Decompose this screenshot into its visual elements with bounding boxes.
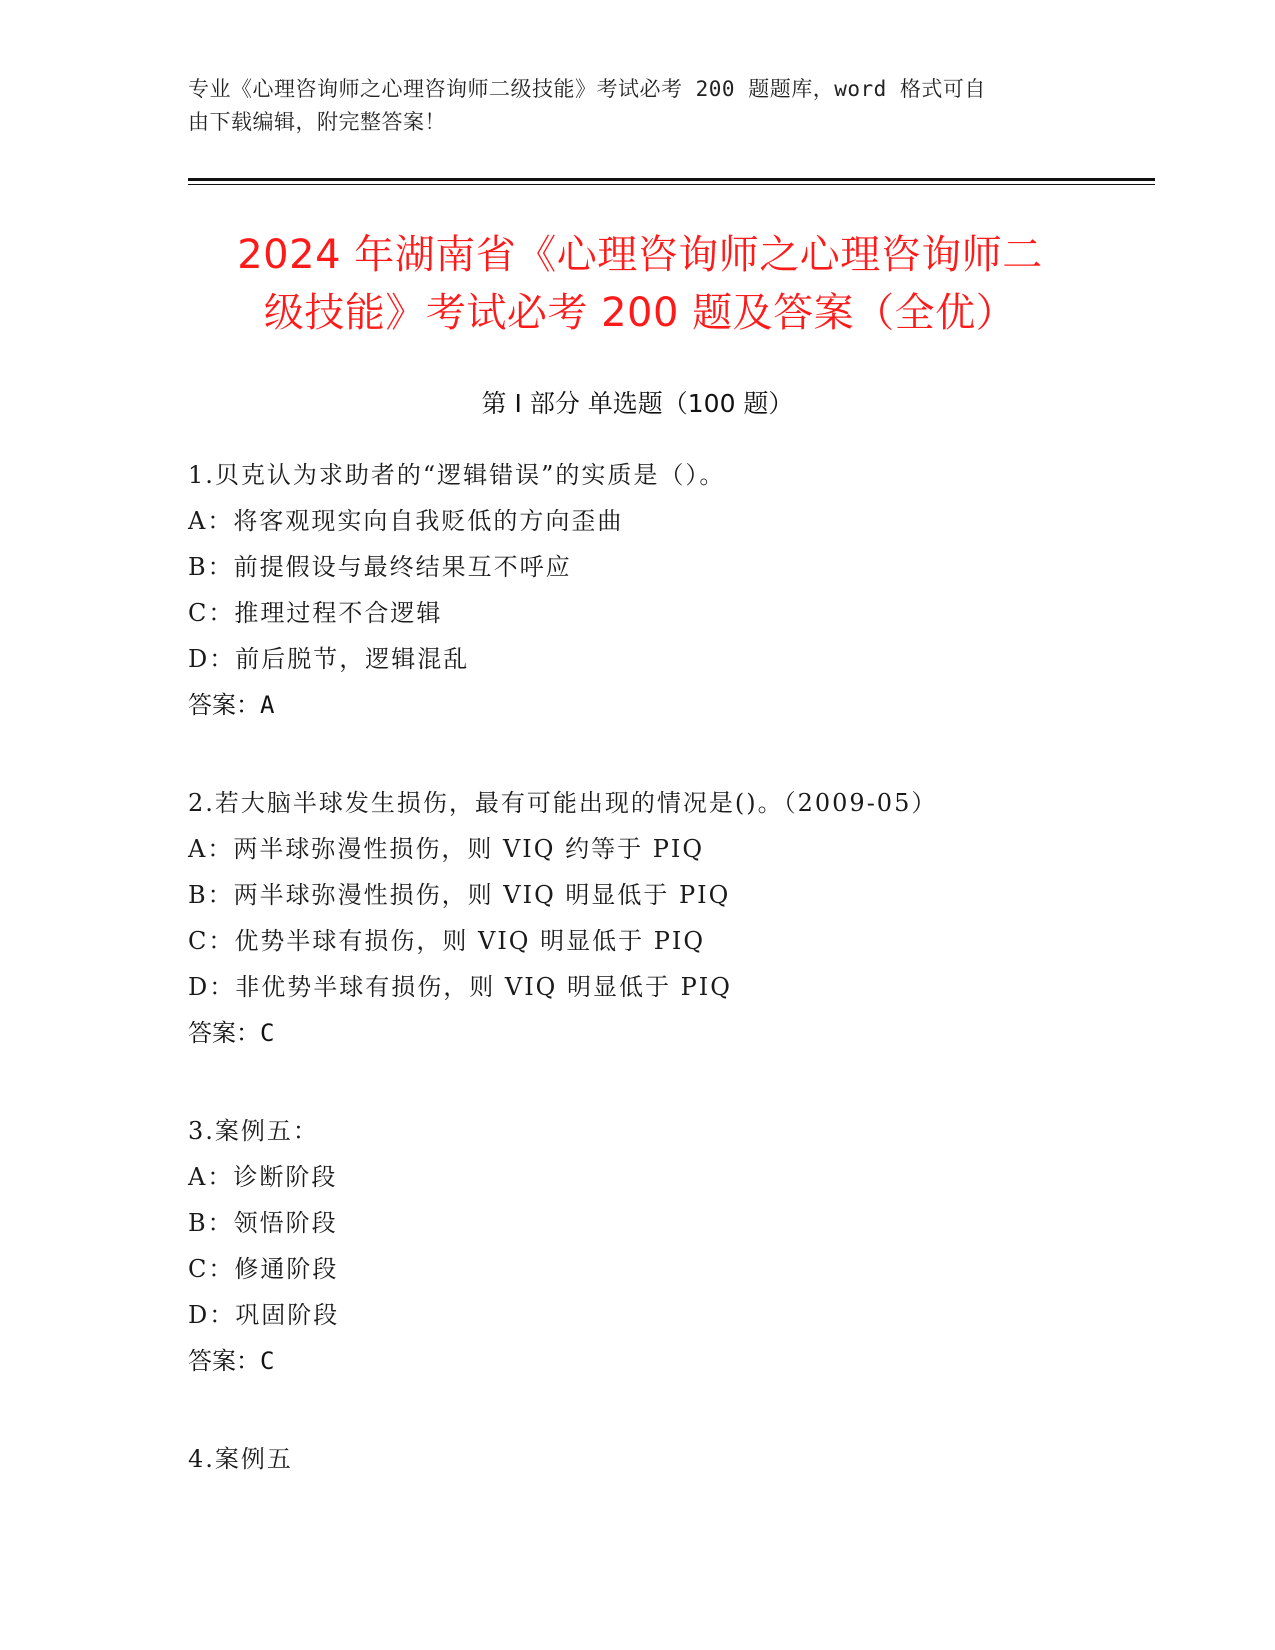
answer-label: 答案： xyxy=(188,691,260,719)
document-title-line: 级技能》考试必考 200 题及答案（全优） xyxy=(263,290,1017,336)
option-a: A：两半球弥漫性损伤，则 VIQ 约等于 PIQ xyxy=(188,835,705,863)
option-d: D：前后脱节，逻辑混乱 xyxy=(188,645,470,673)
option-c: C：优势半球有损伤，则 VIQ 明显低于 PIQ xyxy=(188,927,706,955)
answer-line xyxy=(188,1338,1088,1384)
question-stem: 2.若大脑半球发生损伤，最有可能出现的情况是()。（2009-05） xyxy=(188,789,938,817)
header-divider-thin xyxy=(188,184,1155,185)
document-title-line: 2024 年湖南省《心理咨询师之心理咨询师二 xyxy=(237,232,1043,278)
answer-line xyxy=(188,1010,1088,1056)
answer-value: C xyxy=(260,1019,275,1047)
question-stem: 4.案例五 xyxy=(188,1445,293,1473)
option-c: C：修通阶段 xyxy=(188,1255,339,1283)
question-stem: 3.案例五： xyxy=(188,1117,319,1145)
option-c: C：推理过程不合逻辑 xyxy=(188,599,443,627)
question-item xyxy=(188,1436,1088,1482)
header-note-line: 由下载编辑，附完整答案！ xyxy=(188,110,446,134)
answer-value: C xyxy=(260,1347,275,1375)
option-b: B：前提假设与最终结果互不呼应 xyxy=(188,553,572,581)
document-title xyxy=(180,226,1100,342)
option-a: A：将客观现实向自我贬低的方向歪曲 xyxy=(188,507,624,535)
section-heading: 第 I 部分 单选题（100 题） xyxy=(481,389,794,418)
question-item xyxy=(188,1108,1088,1384)
question-item xyxy=(188,452,1088,728)
question-stem: 1.贝克认为求助者的“逻辑错误”的实质是（）。 xyxy=(188,461,726,489)
option-d: D：非优势半球有损伤，则 VIQ 明显低于 PIQ xyxy=(188,973,732,1001)
header-note xyxy=(188,73,1078,139)
answer-label: 答案： xyxy=(188,1019,260,1047)
header-divider xyxy=(188,178,1155,181)
option-a: A：诊断阶段 xyxy=(188,1163,338,1191)
header-note-line: 专业《心理咨询师之心理咨询师二级技能》考试必考 200 题题库，word 格式可自 xyxy=(188,77,986,101)
option-b: B：领悟阶段 xyxy=(188,1209,338,1237)
option-b: B：两半球弥漫性损伤，则 VIQ 明显低于 PIQ xyxy=(188,881,731,909)
answer-label: 答案： xyxy=(188,1347,260,1375)
question-item xyxy=(188,780,1088,1056)
answer-value: A xyxy=(260,691,275,719)
answer-line xyxy=(188,682,1088,728)
option-d: D：巩固阶段 xyxy=(188,1301,340,1329)
